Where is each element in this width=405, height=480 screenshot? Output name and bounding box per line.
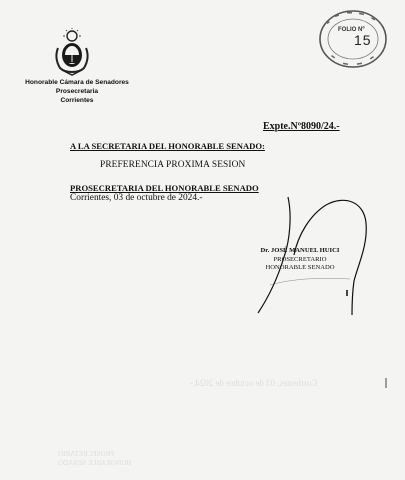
addressee-line: A LA SECRETARIA DEL HONORABLE SENADO: [70,141,265,151]
bleed-through-title: PROSECRETARIO [58,450,115,458]
signatory-title: PROSECRETARIO [273,255,327,263]
folio-label: FOLIO Nº [338,27,365,33]
date-line: Corrientes, 03 de octubre de 2024.- [70,193,203,203]
institution-city: Corrientes [60,97,94,104]
bleed-through-office: HONORABLE SENADO [58,459,132,467]
ink-mark [346,290,348,296]
signatory-name: Dr. JOSÉ MANUEL HUICI [260,247,340,254]
bleed-through-area [0,330,405,480]
bleed-through-date: Corrientes, 03 de octubre de 2024.- [190,378,318,388]
institution-header [18,78,136,105]
folio-number: 15 [354,32,372,48]
institution-name: Honorable Cámara de Senadores [25,79,129,86]
institution-department: Prosecretaria [55,88,99,95]
signature-block [246,247,354,273]
signatory-office: HONORABLE SENADO [265,264,335,271]
coat-of-arms-icon [52,28,92,76]
subject-line: PREFERENCIA PROXIMA SESION [100,160,246,170]
folio-stamp-icon [317,8,389,70]
expediente-number: Expte.Nº8090/24.- [263,121,340,132]
sender-line: PROSECRETARIA DEL HONORABLE SENADO [70,183,259,193]
edge-mark [385,378,387,388]
